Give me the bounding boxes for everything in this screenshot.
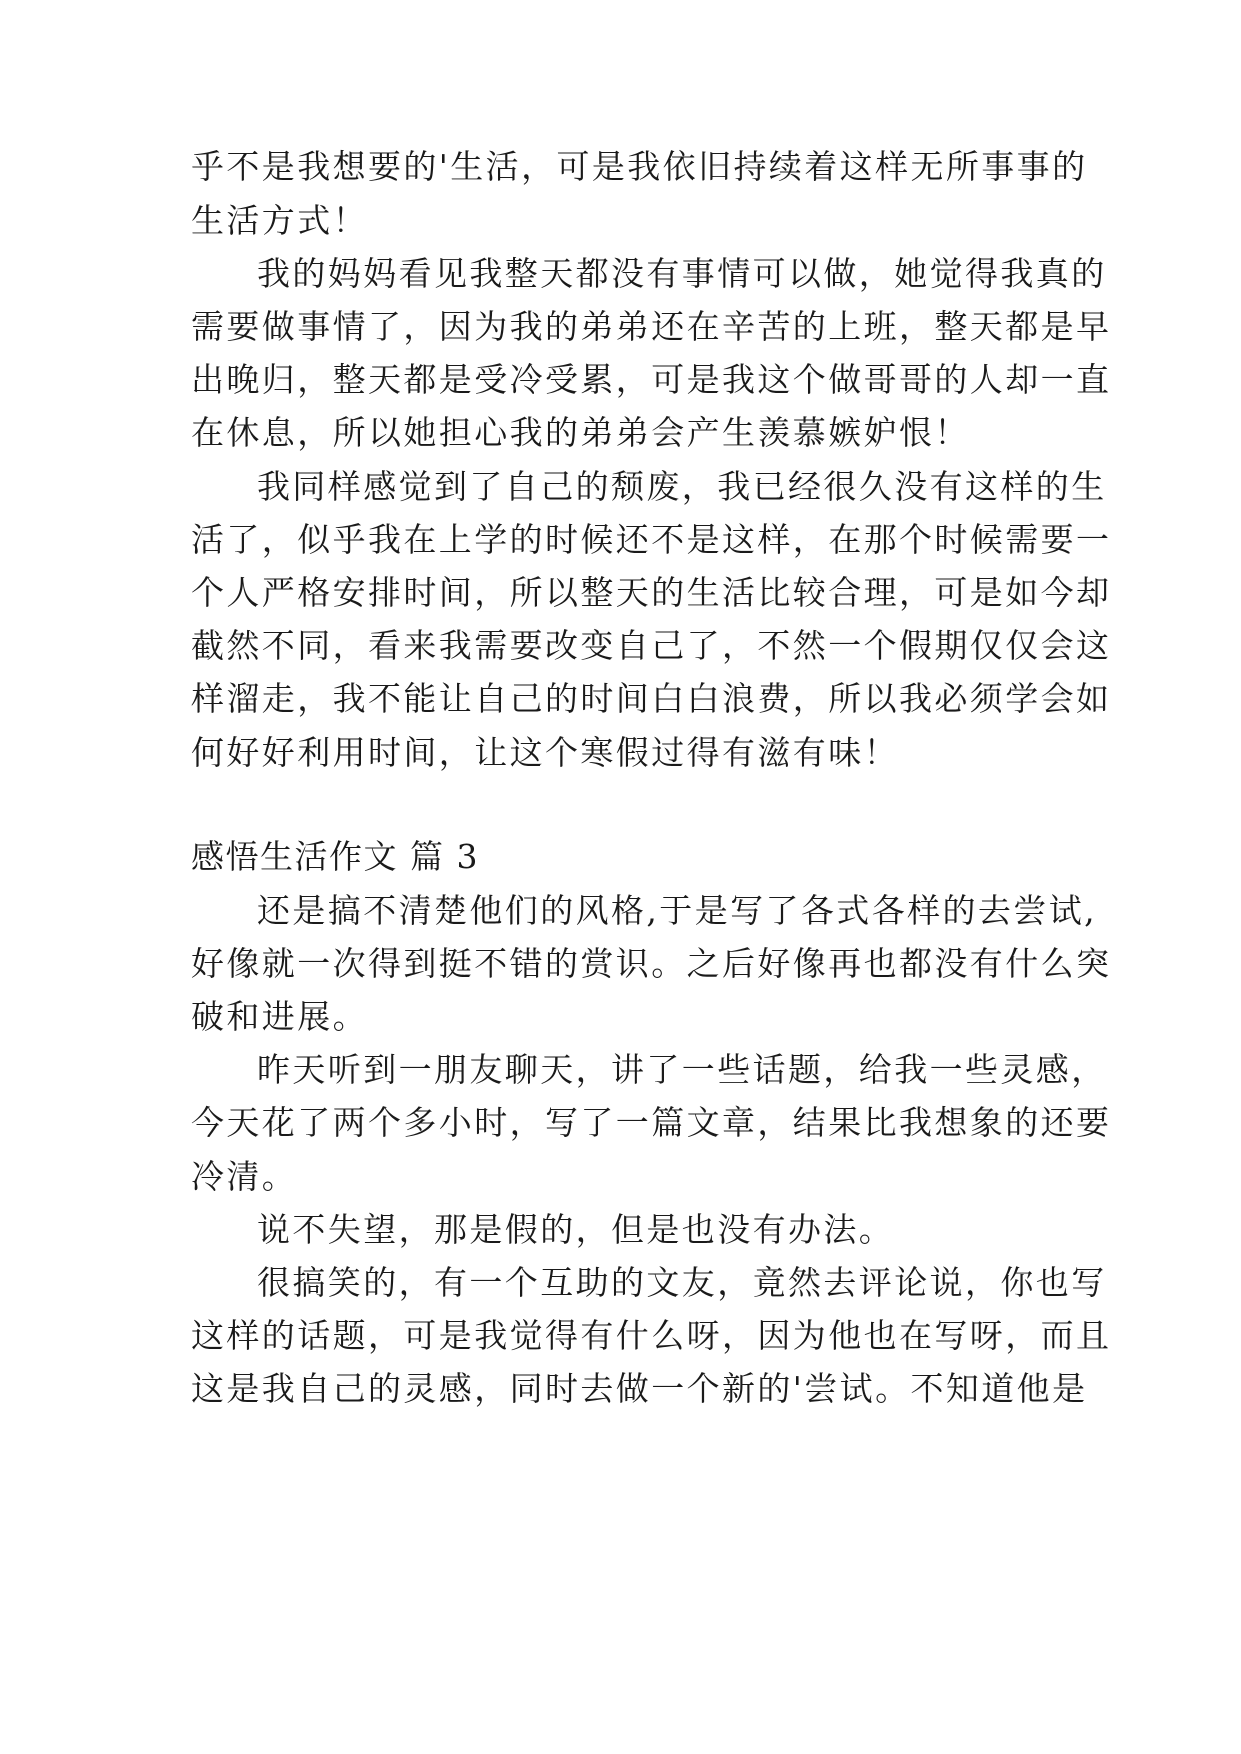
text-line: 乎不是我想要的'生活，可是我依旧持续着这样无所事事的 xyxy=(191,147,1088,186)
text-line: 样溜走，我不能让自己的时间白白浪费，所以我必须学会如 xyxy=(191,679,1112,718)
text-line: 活了，似乎我在上学的时候还不是这样，在那个时候需要一 xyxy=(191,520,1112,559)
text-line: 好像就一次得到挺不错的赏识。之后好像再也都没有什么突 xyxy=(191,944,1112,983)
text-line: 我同样感觉到了自己的颓废，我已经很久没有这样的生 xyxy=(257,467,1107,506)
text-line: 这样的话题，可是我觉得有什么呀，因为他也在写呀，而且 xyxy=(191,1316,1112,1355)
text-line: 冷清。 xyxy=(191,1157,298,1196)
text-line: 今天花了两个多小时，写了一篇文章，结果比我想象的还要 xyxy=(191,1103,1112,1142)
text-line: 何好好利用时间，让这个寒假过得有滋有味！ xyxy=(191,733,899,772)
document-page xyxy=(191,0,1112,1754)
text-line: 说不失望，那是假的，但是也没有办法。 xyxy=(257,1210,895,1249)
text-line: 昨天听到一朋友聊天，讲了一些话题，给我一些灵感， xyxy=(257,1050,1107,1089)
text-line: 很搞笑的，有一个互助的文友，竟然去评论说，你也写 xyxy=(257,1263,1107,1302)
text-line: 在休息，所以她担心我的弟弟会产生羡慕嫉妒恨！ xyxy=(191,413,970,452)
text-line: 截然不同，看来我需要改变自己了，不然一个假期仅仅会这 xyxy=(191,626,1112,665)
text-line: 我的妈妈看见我整天都没有事情可以做，她觉得我真的 xyxy=(257,254,1107,293)
text-line: 需要做事情了，因为我的弟弟还在辛苦的上班，整天都是早 xyxy=(191,307,1112,346)
text-line: 还是搞不清楚他们的风格,于是写了各式各样的去尝试, xyxy=(257,891,1097,930)
text-line: 个人严格安排时间，所以整天的生活比较合理，可是如今却 xyxy=(191,573,1112,612)
text-line: 破和进展。 xyxy=(191,997,368,1036)
text-line: 这是我自己的灵感，同时去做一个新的'尝试。不知道他是 xyxy=(191,1369,1088,1408)
section-heading: 感悟生活作文 篇 3 xyxy=(191,837,479,876)
text-line: 生活方式！ xyxy=(191,201,368,240)
text-line: 出晚归，整天都是受冷受累，可是我这个做哥哥的人却一直 xyxy=(191,360,1112,399)
